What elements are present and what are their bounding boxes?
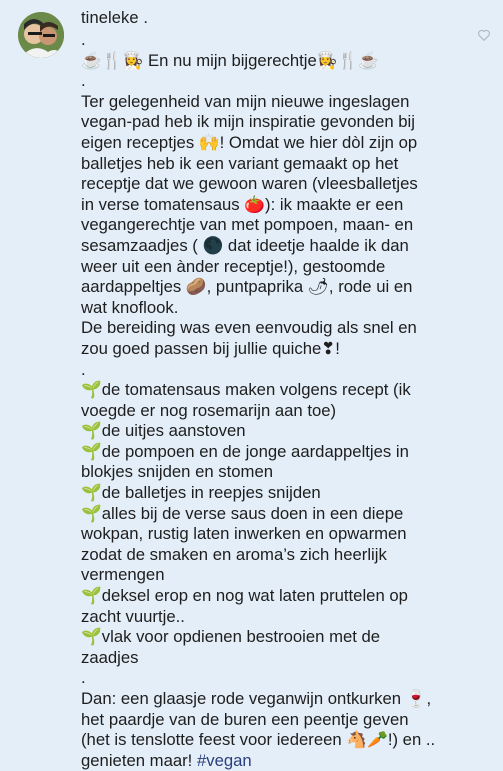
hashtag-link[interactable]: #vegan (196, 750, 252, 770)
caption-line: zou goed passen bij jullie quiche❣! (81, 338, 340, 358)
caption-line: sesamzaadjes ( 🌑 dat ideetje haalde ik dan (81, 235, 409, 255)
caption-line: (het is tenslotte feest voor iedereen 🐴🥕!) en .. (81, 730, 436, 750)
caption-line: vegangerechtje van met pompoen, maan- en (81, 215, 414, 235)
caption-line: wokpan, rustig laten inwerken en opwarmen (81, 524, 407, 544)
caption-line: in verse tomatensaus 🍅): ik maakte er een (81, 194, 404, 214)
caption-line: zodat de smaken en aroma’s zich heerlijk (81, 544, 387, 564)
caption-line: 🌱de pompoen en de jonge aardappeltjes in (81, 441, 409, 461)
caption-line: . (81, 71, 86, 91)
profile-photo-icon (18, 12, 64, 58)
caption-line: receptje dat we gewoon waren (vleesballetjes (81, 174, 418, 194)
caption-line: ☕🍴👩‍🍳 En nu mijn bijgerechtje👩‍🍳🍴☕ (81, 50, 380, 70)
avatar[interactable] (18, 12, 64, 58)
username[interactable]: tineleke . (81, 9, 149, 27)
caption-line: . (81, 668, 86, 688)
caption-line: balletjes heb ik een variant gemaakt op het (81, 153, 399, 173)
caption-line: Ter gelegenheid van mijn nieuwe ingeslagen (81, 91, 410, 111)
caption-line: 🌱deksel erop en nog wat laten pruttelen op (81, 586, 408, 606)
caption-line: Dan: een glaasje rode veganwijn ontkurken 🍷, (81, 689, 432, 708)
caption-line: 🌱alles bij de verse saus doen in een diepe (81, 503, 404, 523)
caption-line: aardappeltjes 🥔, puntpaprika 🌶, rode ui en (81, 277, 413, 297)
caption-line: eigen receptjes 🙌! Omdat we hier dòl zijn op (81, 132, 418, 152)
caption-line: vermengen (81, 565, 165, 585)
caption-line: vegan-pad heb ik mijn inspiratie gevonden bij (81, 112, 415, 132)
caption-line: 🌱de uitjes aanstoven (81, 421, 246, 441)
caption-line: . (81, 30, 86, 49)
caption-line: zacht vuurtje.. (81, 606, 185, 626)
caption-line: De bereiding was even eenvoudig als snel en (81, 318, 417, 338)
caption-line: 🌱vlak voor opdienen bestrooien met de (81, 627, 381, 647)
caption-line: het paardje van de buren een peentje geven (81, 709, 409, 729)
caption-line: . (81, 359, 86, 379)
caption-line: genieten maar! #vegan (81, 750, 252, 770)
caption-line: weer uit een ànder receptje!), gestoomde (81, 256, 386, 276)
caption-line: 🌱de tomatensaus maken volgens recept (ik (81, 380, 411, 400)
caption-line: zaadjes (81, 647, 139, 667)
caption-line: blokjes snijden en stomen (81, 462, 274, 482)
caption-line: voegde er nog rosemarijn aan toe) (81, 400, 337, 420)
caption-line: wat knoflook. (81, 297, 179, 317)
post-caption (81, 30, 486, 771)
caption-line: 🌱de balletjes in reepjes snijden (81, 483, 321, 503)
